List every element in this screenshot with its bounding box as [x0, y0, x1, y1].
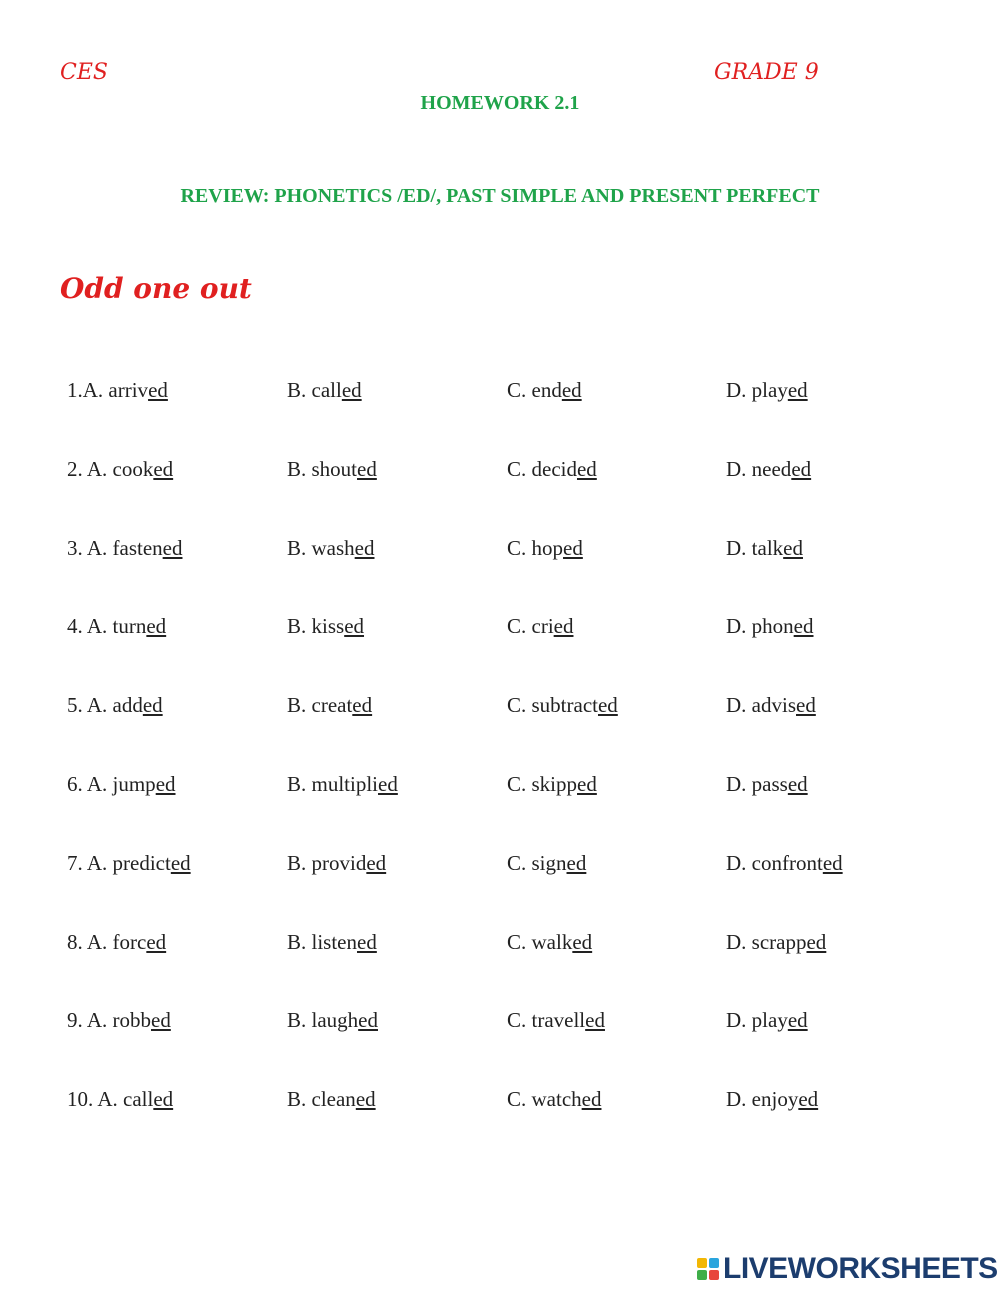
answer-option-a [67, 930, 166, 955]
option-stem: D. enjoy [726, 1087, 799, 1111]
question-row [0, 930, 1000, 970]
option-suffix-underlined: ed [355, 1087, 376, 1111]
option-stem: B. shout [287, 457, 358, 481]
option-stem: C. sign [507, 851, 567, 875]
question-row [0, 772, 1000, 812]
answer-option-c [507, 614, 573, 639]
answer-option-b [287, 536, 375, 561]
question-row [0, 1008, 1000, 1048]
option-stem: D. talk [726, 536, 784, 560]
answer-option-a [67, 851, 191, 876]
question-row [0, 1087, 1000, 1127]
option-suffix-underlined: ed [352, 693, 373, 717]
option-stem: C. cri [507, 614, 554, 638]
option-stem: C. end [507, 378, 562, 402]
answer-option-a [67, 614, 166, 639]
option-suffix-underlined: ed [146, 930, 167, 954]
option-stem: C. hop [507, 536, 564, 560]
option-stem: B. creat [287, 693, 353, 717]
logo-square [709, 1270, 719, 1280]
option-stem: D. advis [726, 693, 796, 717]
option-stem: D. play [726, 1008, 788, 1032]
answer-option-b [287, 1008, 378, 1033]
option-stem: B. kiss [287, 614, 345, 638]
answer-option-b [287, 930, 377, 955]
answer-option-a [67, 1087, 173, 1112]
answer-option-d [726, 930, 826, 955]
option-suffix-underlined: ed [142, 693, 163, 717]
option-suffix-underlined: ed [366, 851, 387, 875]
answer-option-d [726, 1087, 818, 1112]
answer-option-d [726, 1008, 808, 1033]
option-stem: B. laugh [287, 1008, 359, 1032]
option-stem: D. scrapp [726, 930, 807, 954]
homework-title: HOMEWORK 2.1 [420, 92, 580, 114]
option-suffix-underlined: ed [148, 378, 168, 402]
option-stem: 9. A. robb [67, 1008, 151, 1032]
option-suffix-underlined: ed [153, 457, 174, 481]
option-suffix-underlined: ed [566, 851, 587, 875]
section-title: Odd one out [60, 272, 252, 305]
question-row [0, 693, 1000, 733]
answer-option-c [507, 378, 582, 403]
option-suffix-underlined: ed [787, 378, 808, 402]
option-suffix-underlined: ed [162, 536, 183, 560]
answer-option-c [507, 1008, 605, 1033]
option-suffix-underlined: ed [577, 772, 597, 796]
option-suffix-underlined: ed [787, 772, 808, 796]
option-stem: D. need [726, 457, 792, 481]
option-stem: C. travell [507, 1008, 586, 1032]
answer-option-a [67, 536, 182, 561]
question-row [0, 614, 1000, 654]
answer-option-b [287, 772, 398, 797]
answer-option-c [507, 772, 597, 797]
option-suffix-underlined: ed [378, 772, 398, 796]
answer-option-d [726, 536, 803, 561]
option-suffix-underlined: ed [153, 1087, 174, 1111]
answer-option-a [67, 378, 168, 403]
review-title: REVIEW: PHONETICS /ED/, PAST SIMPLE AND PRESENT PERFECT [180, 185, 820, 207]
option-suffix-underlined: ed [151, 1008, 171, 1032]
question-row [0, 851, 1000, 891]
question-row [0, 457, 1000, 497]
option-stem: D. pass [726, 772, 788, 796]
option-stem: C. subtract [507, 693, 598, 717]
option-suffix-underlined: ed [796, 693, 816, 717]
option-stem: B. provid [287, 851, 367, 875]
option-suffix-underlined: ed [155, 772, 176, 796]
option-stem: C. decid [507, 457, 577, 481]
grade-label: GRADE 9 [714, 60, 819, 85]
option-suffix-underlined: ed [341, 378, 362, 402]
option-suffix-underlined: ed [787, 1008, 808, 1032]
option-suffix-underlined: ed [357, 457, 377, 481]
option-suffix-underlined: ed [561, 378, 582, 402]
answer-option-d [726, 457, 811, 482]
answer-option-b [287, 378, 362, 403]
option-suffix-underlined: ed [572, 930, 593, 954]
answer-option-c [507, 457, 597, 482]
option-suffix-underlined: ed [597, 693, 618, 717]
answer-option-c [507, 536, 583, 561]
option-stem: D. phon [726, 614, 794, 638]
answer-option-a [67, 693, 163, 718]
answer-option-c [507, 851, 586, 876]
option-stem: 2. A. cook [67, 457, 154, 481]
answer-option-d [726, 851, 843, 876]
option-stem: C. watch [507, 1087, 582, 1111]
answer-option-d [726, 693, 816, 718]
option-suffix-underlined: ed [357, 930, 377, 954]
option-stem: D. confront [726, 851, 823, 875]
option-suffix-underlined: ed [553, 614, 574, 638]
question-row [0, 536, 1000, 576]
option-suffix-underlined: ed [806, 930, 827, 954]
answer-option-b [287, 1087, 376, 1112]
option-suffix-underlined: ed [793, 614, 814, 638]
option-stem: 4. A. turn [67, 614, 147, 638]
option-stem: 8. A. forc [67, 930, 147, 954]
option-suffix-underlined: ed [358, 1008, 378, 1032]
option-stem: 1.A. arriv [67, 378, 149, 402]
answer-option-b [287, 851, 386, 876]
answer-option-c [507, 693, 618, 718]
option-stem: 10. A. call [67, 1087, 154, 1111]
answer-option-d [726, 378, 808, 403]
option-suffix-underlined: ed [576, 457, 597, 481]
logo-square [697, 1258, 707, 1268]
answer-option-a [67, 772, 176, 797]
option-stem: B. call [287, 378, 342, 402]
option-suffix-underlined: ed [344, 614, 365, 638]
liveworksheets-logo [697, 1252, 998, 1286]
option-suffix-underlined: ed [146, 614, 167, 638]
option-suffix-underlined: ed [798, 1087, 819, 1111]
answer-option-a [67, 457, 173, 482]
option-suffix-underlined: ed [822, 851, 843, 875]
option-suffix-underlined: ed [170, 851, 191, 875]
answer-option-d [726, 772, 808, 797]
answer-option-a [67, 1008, 171, 1033]
answer-option-b [287, 457, 377, 482]
question-row [0, 378, 1000, 418]
answer-option-c [507, 930, 592, 955]
option-stem: B. listen [287, 930, 358, 954]
option-suffix-underlined: ed [581, 1087, 602, 1111]
option-suffix-underlined: ed [783, 536, 803, 560]
option-stem: B. clean [287, 1087, 356, 1111]
option-stem: D. play [726, 378, 788, 402]
option-stem: 3. A. fasten [67, 536, 163, 560]
logo-text: LIVEWORKSHEETS [723, 1252, 998, 1285]
logo-square [697, 1270, 707, 1280]
option-suffix-underlined: ed [791, 457, 812, 481]
answer-option-c [507, 1087, 601, 1112]
logo-square [709, 1258, 719, 1268]
school-label: CES [60, 60, 108, 85]
option-stem: 7. A. predict [67, 851, 171, 875]
option-stem: B. wash [287, 536, 355, 560]
option-stem: C. walk [507, 930, 573, 954]
option-stem: C. skipp [507, 772, 578, 796]
answer-option-d [726, 614, 814, 639]
option-suffix-underlined: ed [585, 1008, 605, 1032]
answer-option-b [287, 614, 364, 639]
option-suffix-underlined: ed [354, 536, 375, 560]
option-suffix-underlined: ed [563, 536, 583, 560]
option-stem: 6. A. jump [67, 772, 156, 796]
option-stem: 5. A. add [67, 693, 143, 717]
logo-mark-icon [697, 1258, 719, 1280]
option-stem: B. multipli [287, 772, 379, 796]
answer-option-b [287, 693, 372, 718]
